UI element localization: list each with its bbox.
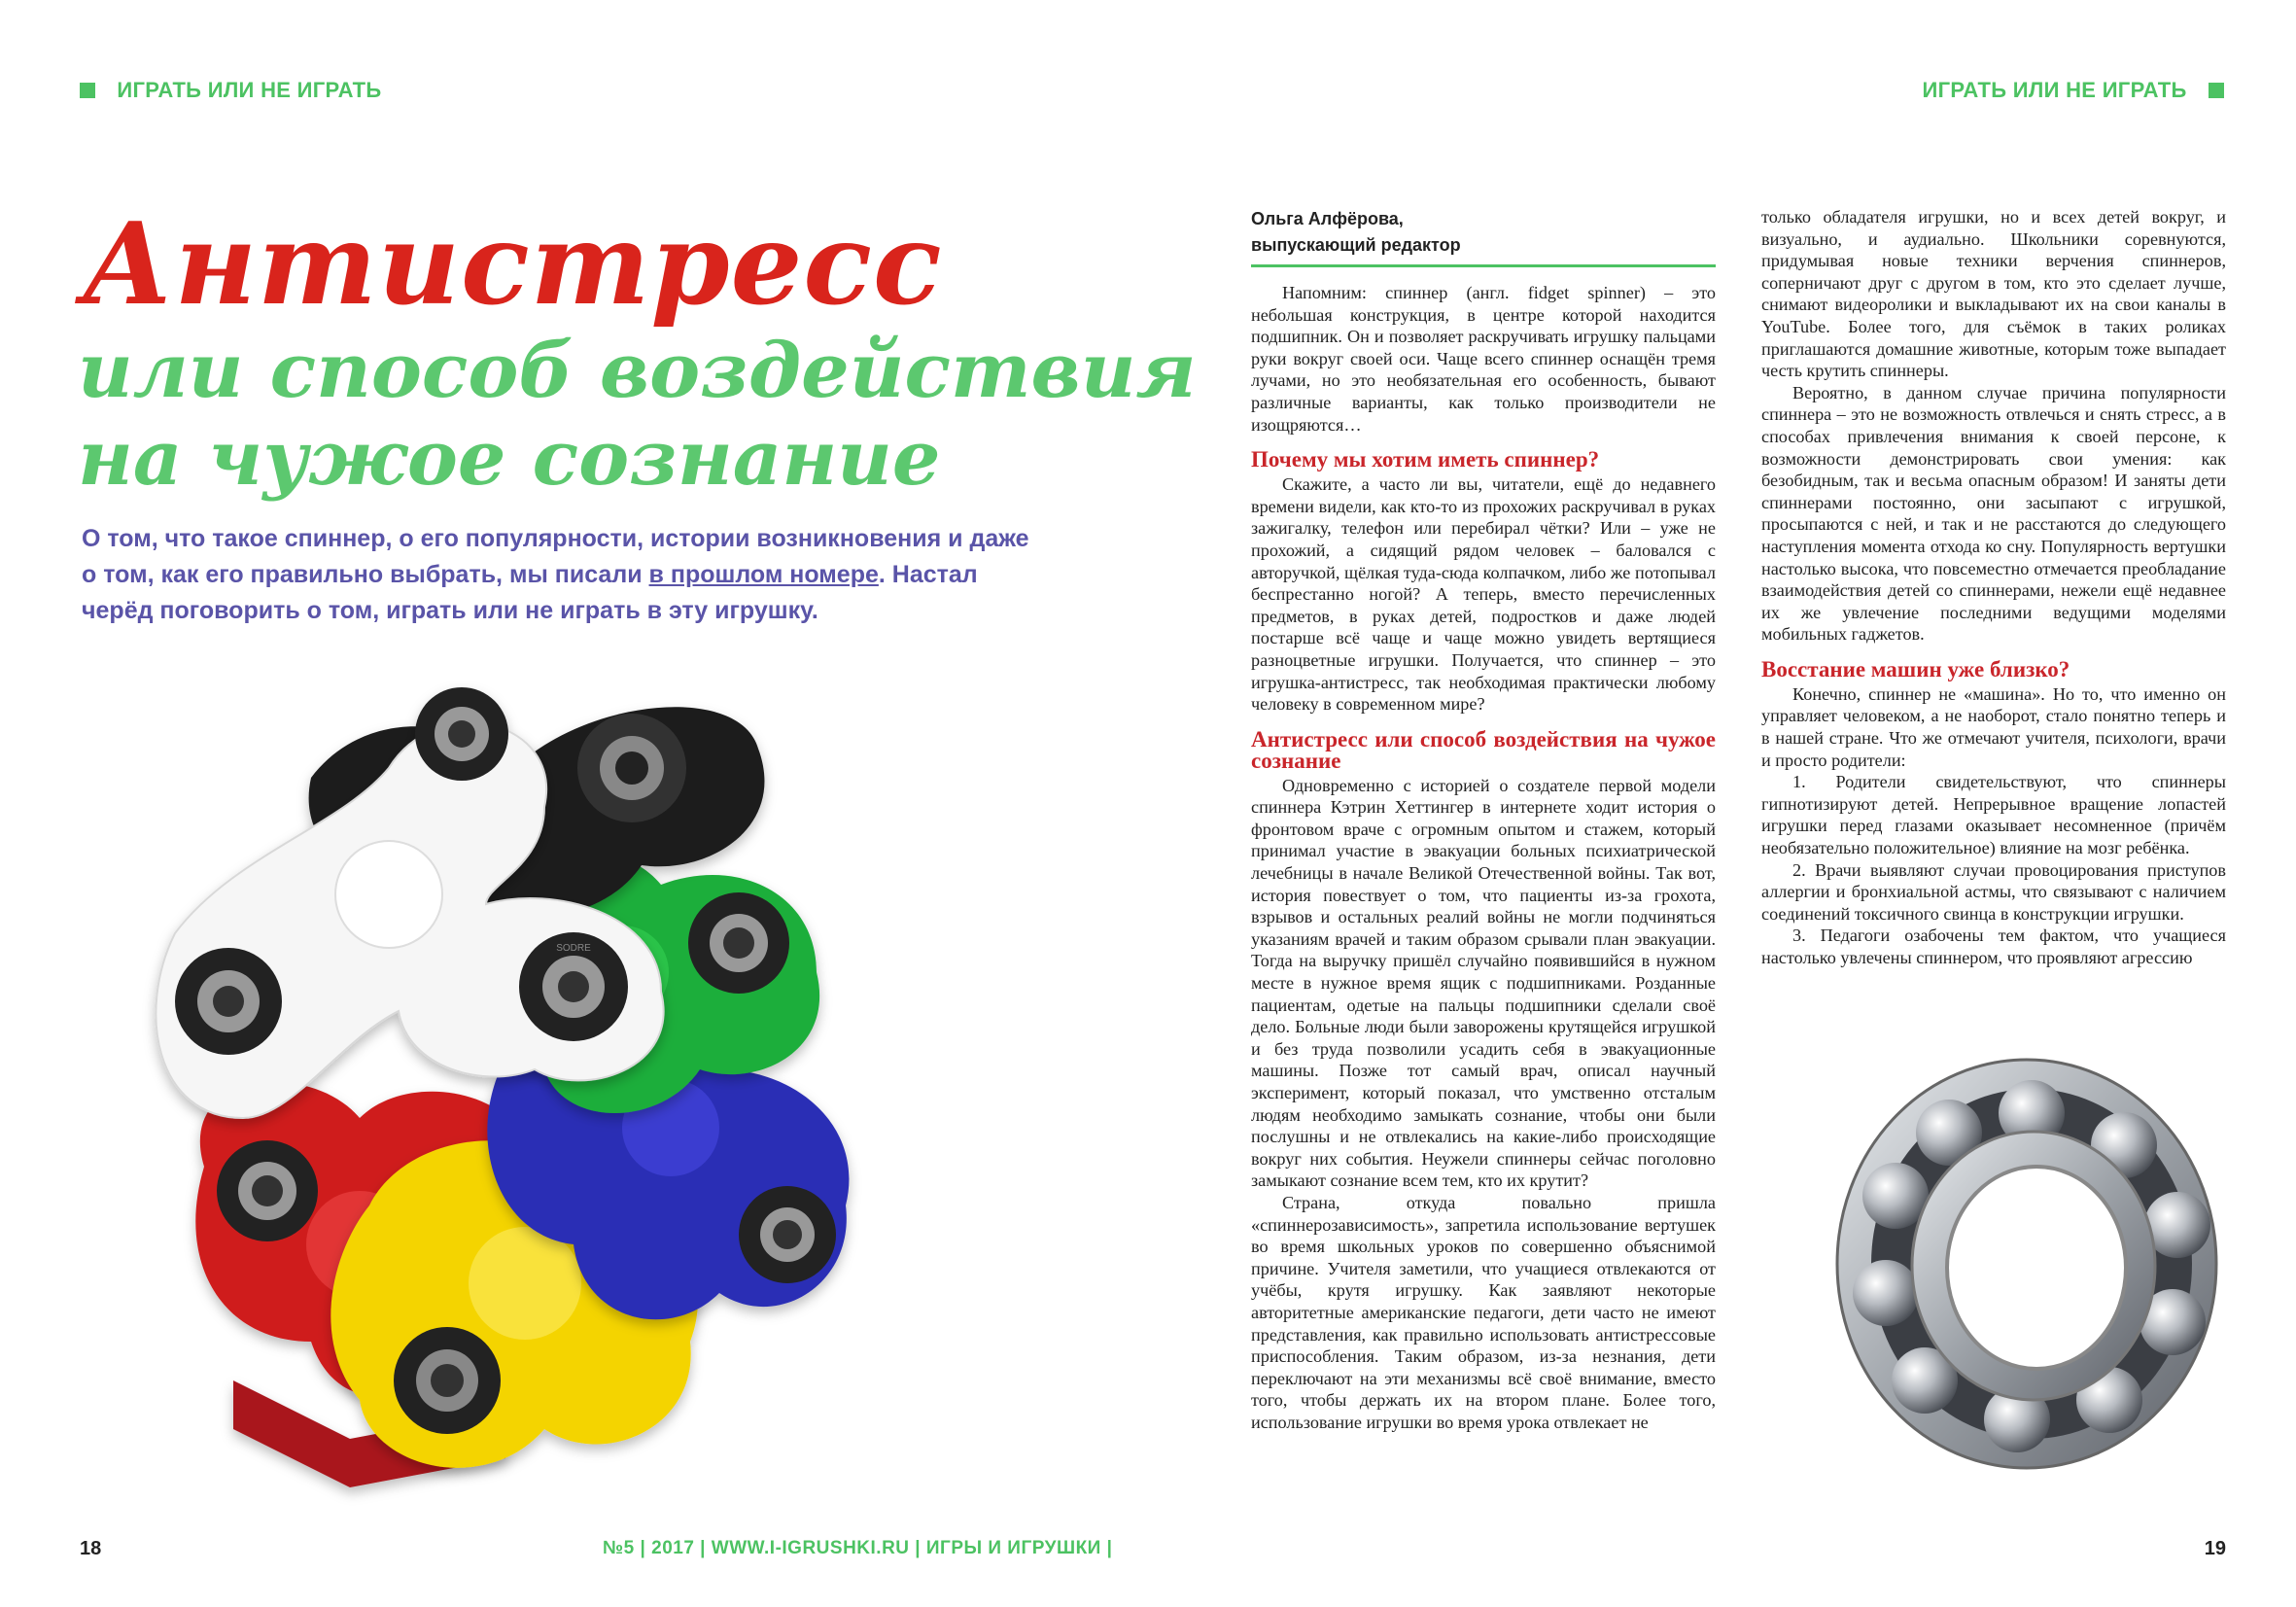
spinner-brand-label: SODRE (556, 943, 591, 954)
paragraph: Вероятно, в данном случае причина популярности спиннера – это не возможность отвлечься и снять стресс, а в способах привлечения внимания к своей персоне, к возможности демонстрировать свои умения: как безобидным, так и весьма опасным образом! И заняты дети спиннерами постоянно, они засыпают с игрушкой, просыпаются с ней, и так и не расстаются до следующего наступления момента отхода ко сну. Популярность вертушки настолько высока, что повсеместно отмечается преобладание взаимодействия детей со спиннерами, нежели ещё недавнее их же увлечение последними ведущими моделями мобильных гаджетов. (1761, 382, 2226, 645)
paragraph: Конечно, спиннер не «машина». Но то, что именно он управляет человеком, а не наоборот, стало понятно теперь и в нашей стране. Что же отмечают учителя, психологи, врачи и просто родители: (1761, 683, 2226, 770)
paragraph: Скажите, а часто ли вы, читатели, ещё до недавнего времени видели, как кто-то из прохожих раскручивал в руках зажигалку, телефон или перебирал чётки? Или – уже не прохожий, а сидящий рядом человек – баловался с авторучкой, щёлкая туда-сюда колпачком, либо же потопывал беспрестанно ногой? А теперь, вместо перечисленных предметов, в руках детей, подростков и даже людей постарше всё чаще и чаще можно увидеть вертящиеся разноцветные игрушки. Получается, что спиннер – это игрушка-антистресс, так необходимая практически любому человеку в современном мире? (1251, 474, 1716, 715)
paragraph: Одновременно с историей о создателе первой модели спиннера Кэтрин Хеттингер в интернете ходит история о фронтовом враче с огромным опытом и стажем, который принимал участие в эвакуации больных психиатрической лечебницы в начале Великой Отечественной войны. Так вот, история повествует о том, что пациенты из-за грохота, взрывов и остальных реалий войны не могли подчиняться указаниям врачей и таким образом срывали план эвакуации. Тогда на выручку пришёл случайно появившийся в нужном месте в нужное время ящик с подшипниками. Розданные пациентам, одетые на пальцы подшипники сделали своё дело. Больные люди были заворожены крутящейся игрушкой и без труда позволили усадить себя в эвакуационные машины. Позже тот самый врач, описал научный эксперимент, который показал, что умственно отсталым людям необходимо замыкать сознание, чтобы они были послушны и не отвлекались на какие-либо происходящие вокруг них события. Неужели спиннеры сейчас поголовно замыкают сознание всем тем, кто их крутит? (1251, 775, 1716, 1191)
lead-text: . Настал черёд поговорить о том, играть или не играть в эту игрушку. (82, 561, 978, 624)
article-subtitle-line-1: или способ воздействия (78, 327, 1197, 415)
ball-bearing-image (1798, 1031, 2245, 1487)
paragraph: 3. Педагоги озабочены тем фактом, что учащиеся настолько увлечены спиннером, что проявляют агрессию (1761, 926, 2226, 967)
article-subtitle-line-2: на чужое сознание (78, 414, 941, 503)
footer-text: №5 | 2017 | WWW.I-IGRUSHKI.RU | ИГРЫ И ИГРУШКИ | (603, 1538, 1113, 1558)
subheading: Восстание машин уже близко? (1761, 656, 2070, 681)
paragraph: Страна, откуда повально пришла «спиннерозависимость», запретила использование вертушек во время школьных уроков по совершенно объяснимой причине. Учителя заметили, что учащиеся отвлекаются от учёбы, крутя игрушку. Как заявляют некоторые авторитетные американские педагоги, дети часто не имеют представления, как правильно использовать антистрессовые приспособления. Таким образом, из-за незнания, дети переключают на эти механизмы всё своё внимание, вместо того, чтобы держать их на втором плане. Более того, использование игрушки во время урока отвлекает не (1251, 1192, 1716, 1432)
paragraph: только обладателя игрушки, но и всех детей вокруг, и визуально, и аудиально. Школьники соревнуются, придумывая новые техники верчения спиннеров, соперничают друг с другом в том, кто это сделает лучше, снимают видеоролики и выкладывают их на свои каналы в YouTube. Более того, для съёмок в таких роликах приглашаются домашние животные, которым тоже выпадает честь крутить спиннеры. (1761, 207, 2226, 381)
author-block (1251, 206, 1461, 259)
page-number-right: 19 (2204, 1538, 2226, 1559)
article-column-1 (1251, 282, 1716, 1502)
section-header-left (80, 78, 382, 103)
section-label: ИГРАТЬ ИЛИ НЕ ИГРАТЬ (117, 78, 382, 102)
subheading: Антистресс или способ воздействия на чужое сознание (1251, 726, 1716, 773)
section-label: ИГРАТЬ ИЛИ НЕ ИГРАТЬ (1922, 78, 2187, 102)
page-number-left: 18 (80, 1538, 102, 1559)
author-role: выпускающий редактор (1251, 235, 1461, 255)
lead-paragraph (82, 521, 1034, 629)
square-bullet-icon (2209, 83, 2224, 98)
section-header-right (1922, 78, 2224, 103)
article-title: Антистресс (82, 198, 943, 331)
article-column-2 (1761, 206, 2226, 1023)
paragraph: 2. Врачи выявляют случаи провоцирования приступов аллергии и бронхиальной астмы, что связывают с наличием соединений токсичного свинца в конструкции игрушки. (1761, 859, 2226, 924)
subheading: Почему мы хотим иметь спиннер? (1251, 447, 1600, 472)
paragraph: 1. Родители свидетельствуют, что спиннеры гипнотизируют детей. Непрерывное вращение лопастей игрушки перед глазами оказывает несомненное (причём необязательно положительное) влияние на мозг ребёнка. (1761, 772, 2226, 858)
previous-issue-link[interactable]: в прошлом номере (648, 561, 879, 588)
lead-text: О том, что такое спиннер, о его популярности, истории возникновения и даже о том, как его правильно выбрать, мы писали (82, 525, 1029, 588)
paragraph: Напомним: спиннер (англ. fidget spinner) – это небольшая конструкция, в центре которой находится подшипник. Он и позволяет раскручивать игрушку пальцами руки вокруг своей оси. Чаще всего спиннер оснащён тремя лучами, но это необязательная его особенность, бывают различные варианты, как только производители не изощряются… (1251, 283, 1716, 435)
author-name: Ольга Алфёрова, (1251, 209, 1404, 228)
fidget-spinners-image (117, 661, 1079, 1507)
square-bullet-icon (80, 83, 95, 98)
author-divider (1251, 264, 1716, 267)
